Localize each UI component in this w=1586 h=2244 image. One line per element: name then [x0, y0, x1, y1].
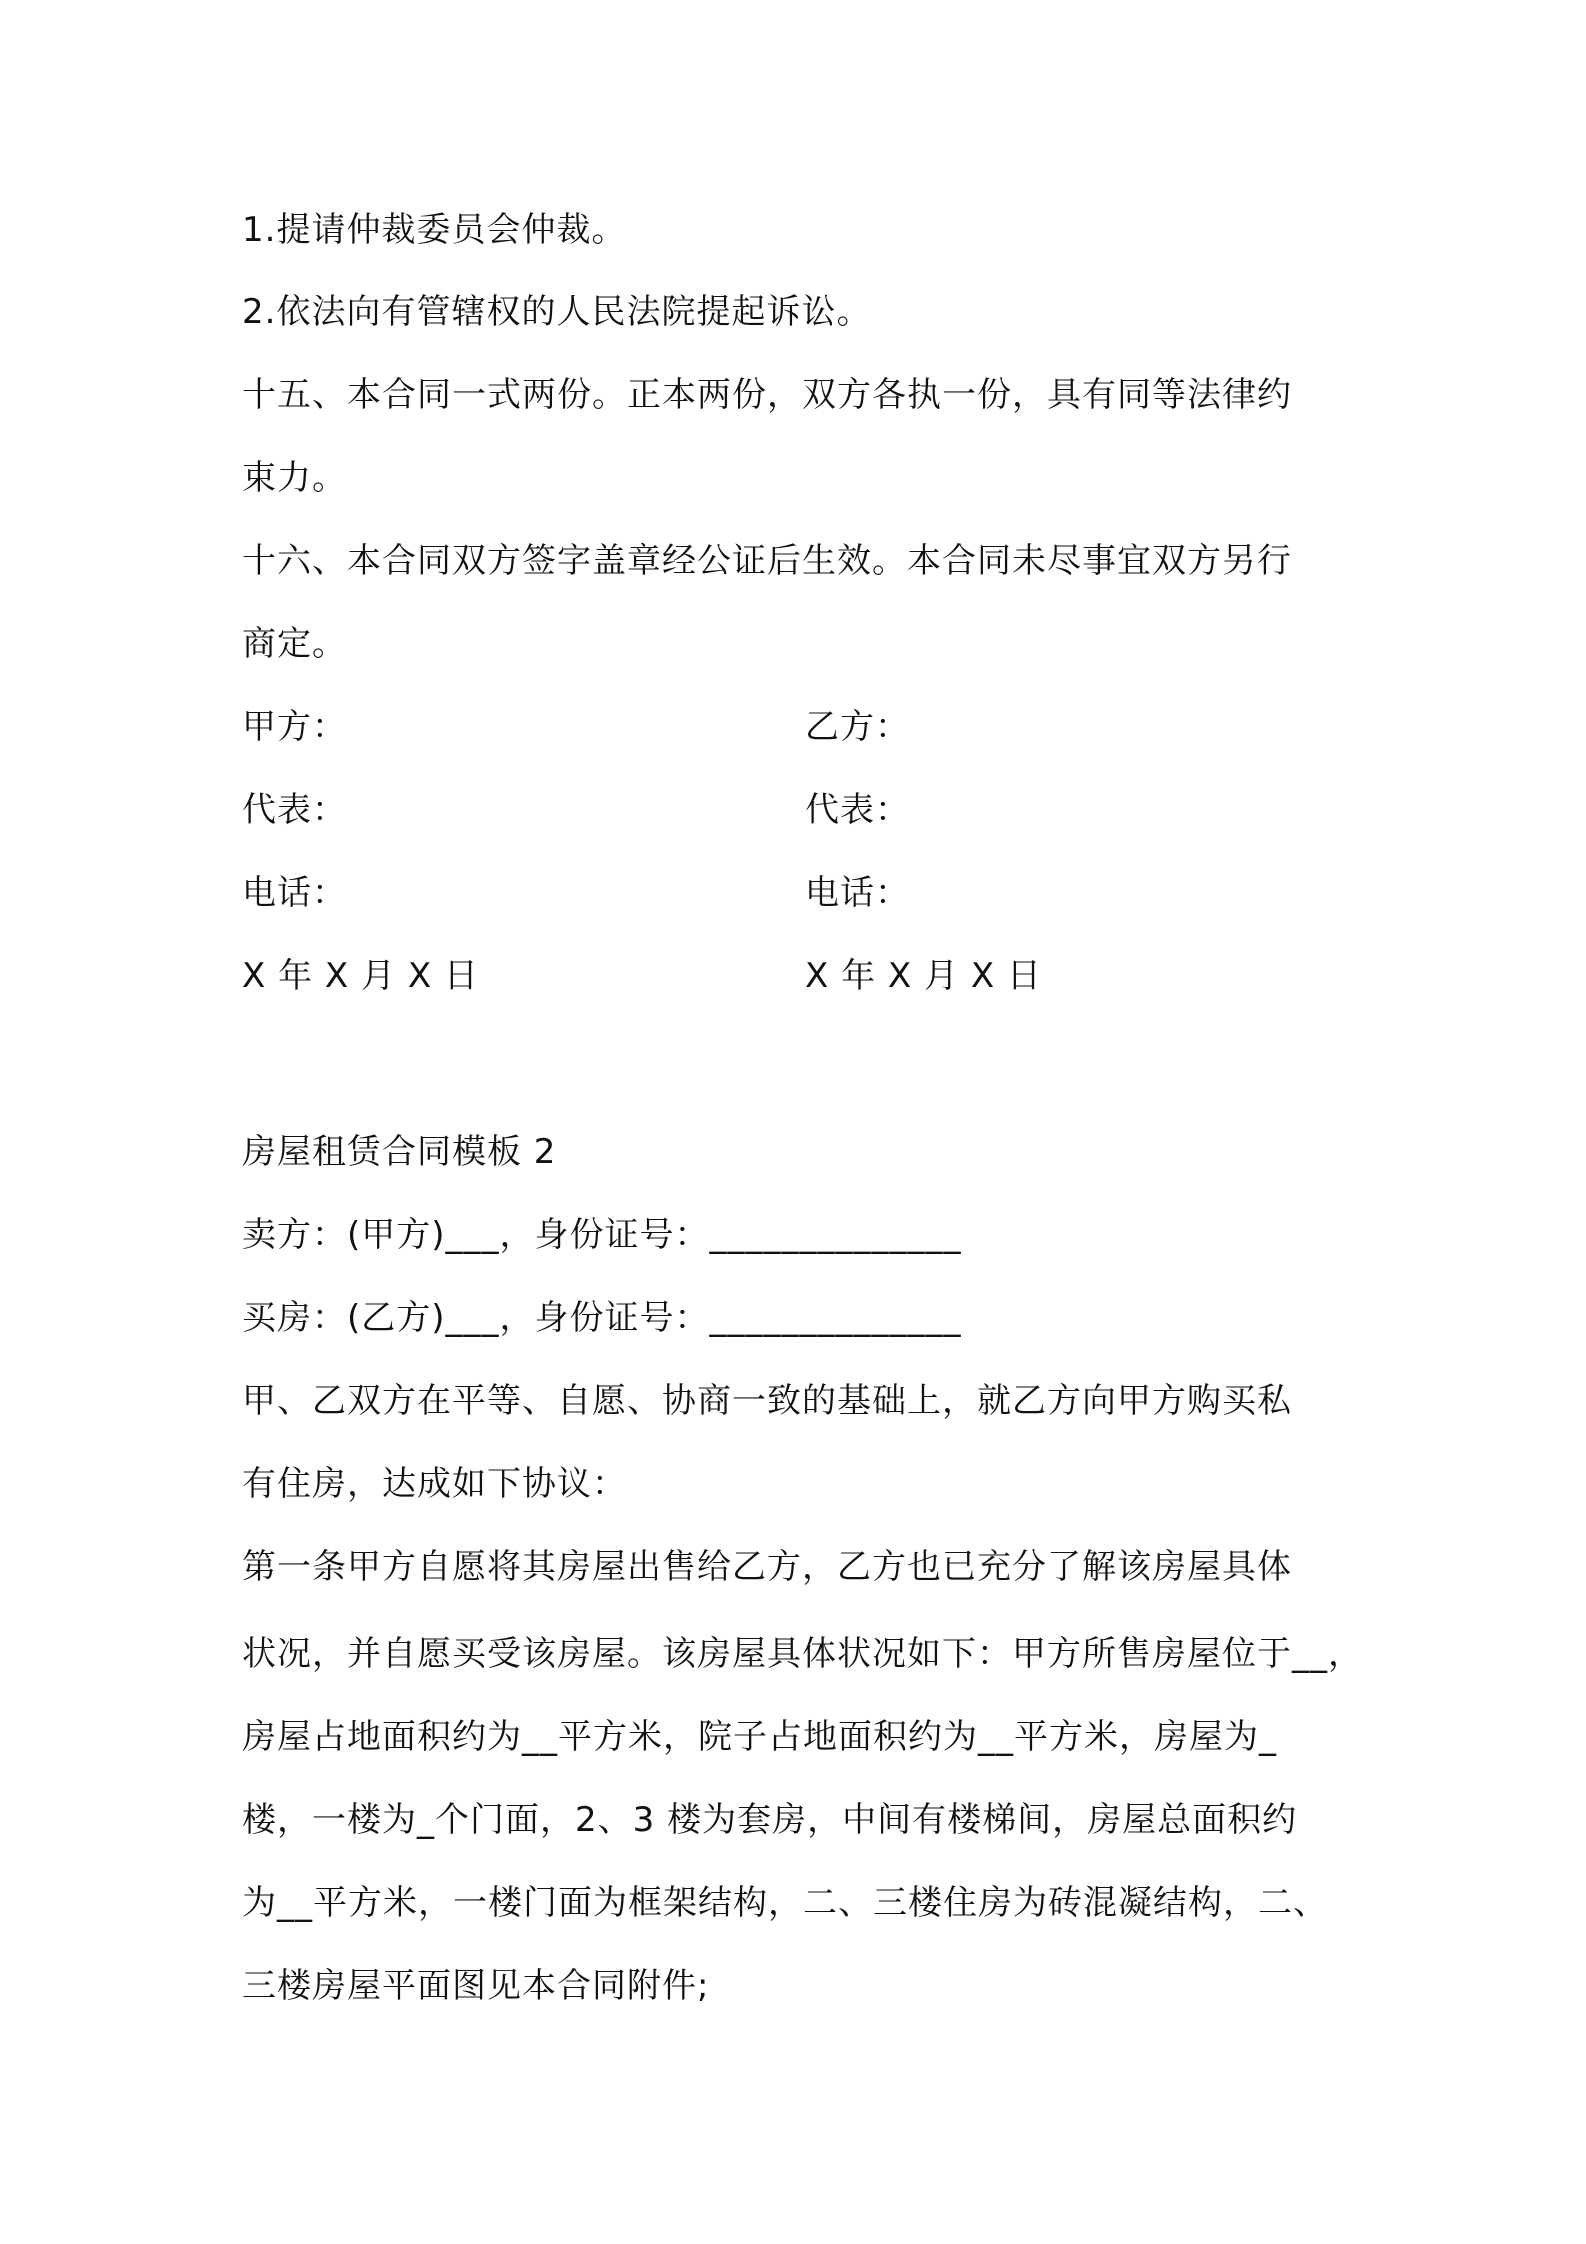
template-2-title: 房屋租赁合同模板 2 — [242, 1132, 557, 1172]
clause-16-line-2: 商定。 — [242, 624, 347, 664]
party-a-representative: 代表： — [242, 790, 347, 830]
party-b-label: 乙方： — [805, 707, 910, 747]
party-a-date: X 年 X 月 X 日 — [242, 956, 479, 996]
seller-line: 卖方：(甲方)___，身份证号：______________ — [242, 1215, 962, 1255]
clause-16-line-1: 十六、本合同双方签字盖章经公证后生效。本合同未尽事宜双方另行 — [242, 541, 1292, 581]
article-1-line-3: 房屋占地面积约为__平方米，院子占地面积约为__平方米，房屋为_ — [242, 1717, 1277, 1757]
party-b-phone: 电话： — [805, 873, 910, 913]
intro-line-1: 甲、乙双方在平等、自愿、协商一致的基础上，就乙方向甲方购买私 — [242, 1381, 1292, 1421]
article-1-line-4: 楼，一楼为_个门面，2、3 楼为套房，中间有楼梯间，房屋总面积约 — [242, 1800, 1298, 1840]
item-1: 1.提请仲裁委员会仲裁。 — [242, 210, 627, 250]
article-1-line-6: 三楼房屋平面图见本合同附件; — [242, 1966, 710, 2006]
article-1-line-2: 状况，并自愿买受该房屋。该房屋具体状况如下：甲方所售房屋位于__， — [242, 1634, 1363, 1674]
article-1-line-5: 为__平方米，一楼门面为框架结构，二、三楼住房为砖混凝结构，二、 — [242, 1883, 1328, 1923]
buyer-line: 买房：(乙方)___，身份证号：______________ — [242, 1298, 962, 1338]
article-1-line-1: 第一条甲方自愿将其房屋出售给乙方，乙方也已充分了解该房屋具体 — [242, 1547, 1292, 1587]
party-b-date: X 年 X 月 X 日 — [805, 956, 1042, 996]
intro-line-2: 有住房，达成如下协议： — [242, 1464, 627, 1504]
party-a-label: 甲方： — [242, 707, 347, 747]
clause-15-line-2: 束力。 — [242, 458, 347, 498]
party-a-phone: 电话： — [242, 873, 347, 913]
item-2: 2.依法向有管辖权的人民法院提起诉讼。 — [242, 292, 872, 332]
party-b-representative: 代表： — [805, 790, 910, 830]
clause-15-line-1: 十五、本合同一式两份。正本两份，双方各执一份，具有同等法律约 — [242, 375, 1292, 415]
